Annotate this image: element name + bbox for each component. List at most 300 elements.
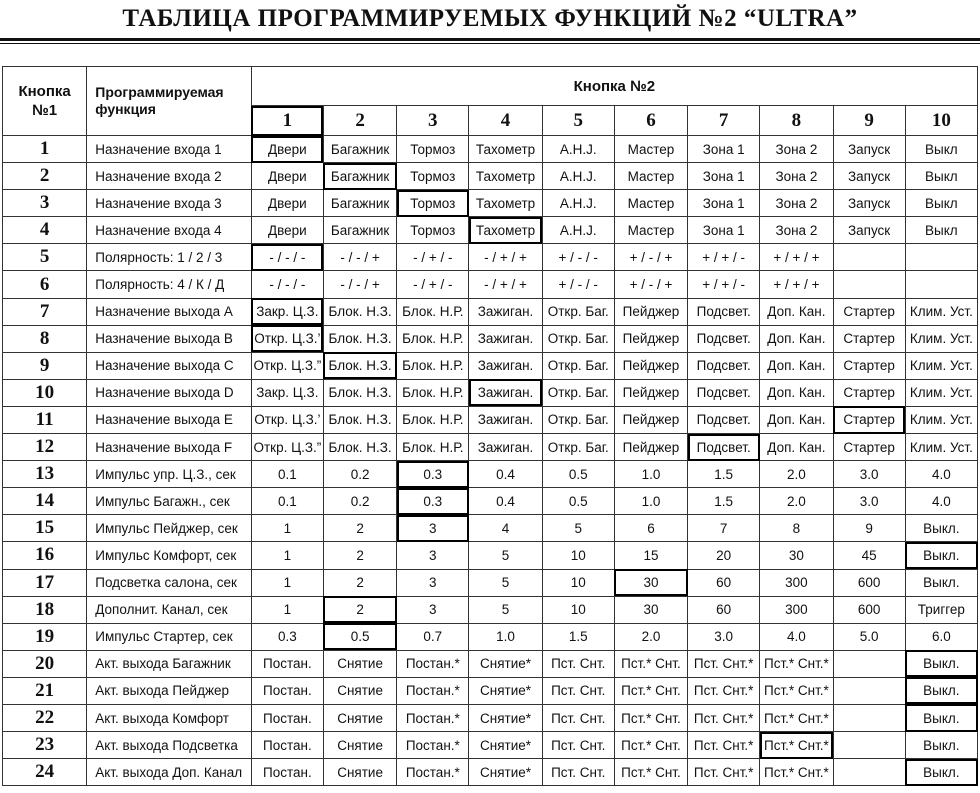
table-row — [3, 542, 978, 569]
value-cell: + / + / + — [760, 271, 833, 298]
value-cell: 5 — [542, 515, 614, 542]
function-name: Назначение выхода А — [87, 298, 252, 325]
value-cell: Тахометр — [469, 190, 542, 217]
value-cell: Откр. Баг. — [542, 406, 614, 433]
function-name: Импульс Багажн., сек — [87, 488, 252, 515]
value-cell: 4.0 — [905, 461, 977, 488]
value-cell: Снятие — [323, 677, 396, 704]
value-cell: Откр. Ц.З.’ — [251, 406, 323, 433]
function-name: Импульс Пейджер, сек — [87, 515, 252, 542]
value-cell: Постан.* — [397, 759, 469, 786]
value-cell: Подсвет. — [688, 379, 760, 406]
value-cell — [833, 677, 905, 704]
value-cell: Снятие* — [469, 650, 542, 677]
value-cell: Мастер — [614, 136, 687, 163]
value-cell: 6.0 — [905, 623, 977, 650]
value-cell: Пейджер — [614, 379, 687, 406]
value-cell: 5 — [469, 596, 542, 623]
value-cell: A.H.J. — [542, 190, 614, 217]
value-cell: Пст. Снт.* — [688, 759, 760, 786]
value-cell: 1 — [251, 515, 323, 542]
value-cell: Зона 1 — [688, 190, 760, 217]
value-cell: Пейджер — [614, 298, 687, 325]
value-cell: Пст. Снт.* — [688, 650, 760, 677]
value-cell: Блок. Н.Р. — [397, 434, 469, 461]
value-cell: Подсвет. — [688, 298, 760, 325]
value-cell: Стартер — [833, 352, 905, 379]
default-value-cell: Зажиган. — [469, 379, 542, 406]
value-cell: 1.5 — [688, 488, 760, 515]
row-number: 1 — [3, 136, 87, 163]
value-cell: 600 — [833, 596, 905, 623]
value-cell: Запуск — [833, 163, 905, 190]
value-cell: Пейджер — [614, 434, 687, 461]
function-name: Назначение выхода D — [87, 379, 252, 406]
default-value-cell: 0.3 — [397, 488, 469, 515]
default-value-cell: Выкл. — [905, 677, 977, 704]
value-cell: Закр. Ц.З. — [251, 379, 323, 406]
value-cell: 2.0 — [760, 461, 833, 488]
value-cell: Пст. Снт. — [542, 650, 614, 677]
default-value-cell: Выкл. — [905, 759, 977, 786]
row-number: 4 — [3, 217, 87, 244]
value-cell: Снятие — [323, 732, 396, 759]
value-cell: Блок. Н.З. — [323, 298, 396, 325]
value-cell: Откр. Ц.З.” — [251, 352, 323, 379]
value-cell: A.H.J. — [542, 217, 614, 244]
value-cell: Багажник — [323, 136, 396, 163]
value-cell: Подсвет. — [688, 325, 760, 352]
table-row — [3, 136, 978, 163]
default-value-cell: 2 — [323, 596, 396, 623]
value-cell: Зажиган. — [469, 406, 542, 433]
value-cell — [833, 732, 905, 759]
value-cell: Зона 2 — [760, 217, 833, 244]
value-cell: 1 — [251, 596, 323, 623]
function-name: Акт. выхода Багажник — [87, 650, 252, 677]
function-name: Дополнит. Канал, сек — [87, 596, 252, 623]
value-cell: Доп. Кан. — [760, 298, 833, 325]
row-number: 21 — [3, 677, 87, 704]
value-cell — [905, 244, 977, 271]
value-cell: Постан.* — [397, 704, 469, 731]
value-cell: Пейджер — [614, 406, 687, 433]
value-cell: 0.1 — [251, 461, 323, 488]
function-header — [87, 67, 252, 136]
value-cell: 30 — [614, 596, 687, 623]
value-cell: A.H.J. — [542, 163, 614, 190]
title-rule-thin — [0, 43, 980, 44]
value-cell: 1.0 — [614, 461, 687, 488]
value-cell: Пст.* Снт. — [614, 732, 687, 759]
value-cell: - / + / - — [397, 271, 469, 298]
value-cell: Откр. Баг. — [542, 325, 614, 352]
value-cell: 0.3 — [251, 623, 323, 650]
value-cell: Подсвет. — [688, 352, 760, 379]
value-cell: Двери — [251, 190, 323, 217]
row-number: 18 — [3, 596, 87, 623]
value-cell: 300 — [760, 596, 833, 623]
value-cell: Доп. Кан. — [760, 406, 833, 433]
row-number: 7 — [3, 298, 87, 325]
function-header-line1: Программируемая — [95, 84, 224, 100]
functions-table — [2, 66, 978, 786]
row-number: 11 — [3, 406, 87, 433]
value-cell: 300 — [760, 569, 833, 596]
value-cell: Мастер — [614, 163, 687, 190]
value-cell: Блок. Н.Р. — [397, 352, 469, 379]
value-cell: 60 — [688, 596, 760, 623]
default-value-cell: Выкл. — [905, 650, 977, 677]
default-value-cell: 0.5 — [323, 623, 396, 650]
value-cell: Зажиган. — [469, 352, 542, 379]
value-cell: Пст.* Снт.* — [760, 650, 833, 677]
row-number: 5 — [3, 244, 87, 271]
value-cell: Пст.* Снт. — [614, 759, 687, 786]
function-name: Акт. выхода Пейджер — [87, 677, 252, 704]
value-cell: - / + / + — [469, 244, 542, 271]
table-row — [3, 569, 978, 596]
value-cell: Стартер — [833, 379, 905, 406]
value-cell: Откр. Баг. — [542, 379, 614, 406]
value-cell: Постан. — [251, 759, 323, 786]
table-row — [3, 163, 978, 190]
value-cell: 0.2 — [323, 461, 396, 488]
value-cell: 20 — [688, 542, 760, 569]
value-cell: - / - / + — [323, 244, 396, 271]
table-row — [3, 650, 978, 677]
value-cell: Зона 2 — [760, 136, 833, 163]
value-cell: 1.0 — [469, 623, 542, 650]
value-cell: Пст. Снт. — [542, 759, 614, 786]
value-cell: Снятие — [323, 759, 396, 786]
value-cell: 3.0 — [833, 488, 905, 515]
table-row — [3, 623, 978, 650]
value-cell: Багажник — [323, 217, 396, 244]
value-cell: Тормоз — [397, 163, 469, 190]
value-cell: + / - / - — [542, 271, 614, 298]
value-cell: Стартер — [833, 325, 905, 352]
value-cell: Постан. — [251, 677, 323, 704]
value-cell: Доп. Кан. — [760, 325, 833, 352]
button1-header-line2: №1 — [32, 102, 58, 119]
value-cell: Постан.* — [397, 650, 469, 677]
value-cell: 45 — [833, 542, 905, 569]
value-cell: Запуск — [833, 217, 905, 244]
value-cell: + / - / + — [614, 244, 687, 271]
value-cell: Доп. Кан. — [760, 352, 833, 379]
value-cell: 2 — [323, 569, 396, 596]
value-cell: 1 — [251, 542, 323, 569]
default-value-cell: 3 — [397, 515, 469, 542]
column-number: 9 — [833, 106, 905, 136]
value-cell: 4 — [469, 515, 542, 542]
value-cell: Мастер — [614, 190, 687, 217]
value-cell: 600 — [833, 569, 905, 596]
table-row — [3, 596, 978, 623]
row-number: 10 — [3, 379, 87, 406]
value-cell: Зона 1 — [688, 217, 760, 244]
value-cell: - / - / - — [251, 271, 323, 298]
default-value-cell: Стартер — [833, 406, 905, 433]
default-value-cell: Выкл. — [905, 704, 977, 731]
column-number: 2 — [323, 106, 396, 136]
value-cell: Блок. Н.З. — [323, 379, 396, 406]
value-cell: Зона 2 — [760, 163, 833, 190]
table-row — [3, 704, 978, 731]
default-value-cell: Пст.* Снт.* — [760, 732, 833, 759]
table-row — [3, 759, 978, 786]
value-cell: 3.0 — [833, 461, 905, 488]
default-value-cell: Подсвет. — [688, 434, 760, 461]
default-value-cell: Выкл. — [905, 542, 977, 569]
value-cell — [833, 759, 905, 786]
value-cell: Триггер — [905, 596, 977, 623]
value-cell: + / - / - — [542, 244, 614, 271]
value-cell: Пст.* Снт.* — [760, 704, 833, 731]
function-name: Назначение входа 4 — [87, 217, 252, 244]
value-cell: 2 — [323, 542, 396, 569]
value-cell: 0.7 — [397, 623, 469, 650]
value-cell: Выкл. — [905, 732, 977, 759]
table-row — [3, 244, 978, 271]
row-number: 8 — [3, 325, 87, 352]
value-cell: Снятие* — [469, 704, 542, 731]
value-cell: 0.2 — [323, 488, 396, 515]
value-cell: Клим. Уст. — [905, 434, 977, 461]
row-number: 12 — [3, 434, 87, 461]
value-cell: Стартер — [833, 298, 905, 325]
value-cell: 0.5 — [542, 461, 614, 488]
value-cell: Выкл — [905, 163, 977, 190]
value-cell: Постан. — [251, 704, 323, 731]
value-cell: Откр. Баг. — [542, 434, 614, 461]
value-cell: Снятие — [323, 704, 396, 731]
value-cell: A.H.J. — [542, 136, 614, 163]
value-cell: Мастер — [614, 217, 687, 244]
value-cell: Пст.* Снт.* — [760, 759, 833, 786]
value-cell: 2.0 — [760, 488, 833, 515]
value-cell: Пст.* Снт.* — [760, 677, 833, 704]
table-row — [3, 461, 978, 488]
function-name: Назначение входа 1 — [87, 136, 252, 163]
value-cell: Клим. Уст. — [905, 406, 977, 433]
value-cell: 4.0 — [760, 623, 833, 650]
table-row — [3, 190, 978, 217]
value-cell: 0.4 — [469, 488, 542, 515]
value-cell: 10 — [542, 569, 614, 596]
value-cell: Подсвет. — [688, 406, 760, 433]
function-name: Полярность: 1 / 2 / 3 — [87, 244, 252, 271]
value-cell: 3 — [397, 569, 469, 596]
default-value-cell: - / - / - — [251, 244, 323, 271]
value-cell: + / + / - — [688, 244, 760, 271]
value-cell: Выкл — [905, 136, 977, 163]
value-cell — [833, 704, 905, 731]
value-cell: Откр. Баг. — [542, 298, 614, 325]
function-name: Акт. выхода Комфорт — [87, 704, 252, 731]
value-cell: Пст. Снт.* — [688, 677, 760, 704]
value-cell: Блок. Н.Р. — [397, 298, 469, 325]
value-cell: Выкл — [905, 217, 977, 244]
value-cell: Тормоз — [397, 136, 469, 163]
value-cell: 30 — [760, 542, 833, 569]
value-cell: Клим. Уст. — [905, 298, 977, 325]
table-row — [3, 434, 978, 461]
value-cell: 2.0 — [614, 623, 687, 650]
value-cell: 0.5 — [542, 488, 614, 515]
row-number: 19 — [3, 623, 87, 650]
value-cell: Пст. Снт. — [542, 677, 614, 704]
value-cell: - / - / + — [323, 271, 396, 298]
function-header-line2: функция — [95, 101, 156, 117]
table-row — [3, 488, 978, 515]
function-name: Назначение выхода Е — [87, 406, 252, 433]
default-value-cell: 0.3 — [397, 461, 469, 488]
value-cell: Зажиган. — [469, 325, 542, 352]
value-cell — [833, 271, 905, 298]
value-cell: Снятие* — [469, 677, 542, 704]
default-value-cell: Откр. Ц.З.’ — [251, 325, 323, 352]
row-number: 3 — [3, 190, 87, 217]
column-number: 10 — [905, 106, 977, 136]
value-cell: Снятие — [323, 650, 396, 677]
function-name: Импульс Стартер, сек — [87, 623, 252, 650]
value-cell: + / + / - — [688, 271, 760, 298]
default-value-cell: Багажник — [323, 163, 396, 190]
value-cell: 8 — [760, 515, 833, 542]
value-cell: 3 — [397, 596, 469, 623]
function-name: Импульс упр. Ц.З., сек — [87, 461, 252, 488]
column-number: 3 — [397, 106, 469, 136]
table-row — [3, 298, 978, 325]
column-number: 1 — [251, 106, 323, 136]
default-value-cell: Блок. Н.З. — [323, 352, 396, 379]
row-number: 13 — [3, 461, 87, 488]
table-row — [3, 406, 978, 433]
column-number: 8 — [760, 106, 833, 136]
value-cell: Доп. Кан. — [760, 434, 833, 461]
table-body — [3, 136, 978, 786]
function-name: Подсветка салона, сек — [87, 569, 252, 596]
function-name: Назначение выхода С — [87, 352, 252, 379]
row-number: 14 — [3, 488, 87, 515]
value-cell: Двери — [251, 217, 323, 244]
value-cell: Пст.* Снт. — [614, 650, 687, 677]
value-cell: Пейджер — [614, 352, 687, 379]
value-cell: 5 — [469, 569, 542, 596]
value-cell: Постан. — [251, 650, 323, 677]
value-cell: Тахометр — [469, 136, 542, 163]
value-cell: + / + / + — [760, 244, 833, 271]
value-cell: Клим. Уст. — [905, 352, 977, 379]
value-cell: 7 — [688, 515, 760, 542]
row-number: 9 — [3, 352, 87, 379]
value-cell: Блок. Н.З. — [323, 434, 396, 461]
row-number: 22 — [3, 704, 87, 731]
value-cell: Зона 1 — [688, 136, 760, 163]
default-value-cell: Двери — [251, 136, 323, 163]
default-value-cell: 30 — [614, 569, 687, 596]
default-value-cell: Тахометр — [469, 217, 542, 244]
value-cell: Снятие* — [469, 759, 542, 786]
value-cell: Тормоз — [397, 217, 469, 244]
value-cell — [833, 244, 905, 271]
value-cell: 5 — [469, 542, 542, 569]
value-cell: Пст. Снт. — [542, 732, 614, 759]
function-name: Назначение входа 3 — [87, 190, 252, 217]
value-cell: Запуск — [833, 190, 905, 217]
value-cell: 0.1 — [251, 488, 323, 515]
table-row — [3, 325, 978, 352]
value-cell: 1.5 — [688, 461, 760, 488]
value-cell: Пст.* Снт. — [614, 677, 687, 704]
value-cell: 15 — [614, 542, 687, 569]
table-row — [3, 515, 978, 542]
value-cell: Клим. Уст. — [905, 379, 977, 406]
value-cell: Блок. Н.Р. — [397, 325, 469, 352]
value-cell: Двери — [251, 163, 323, 190]
function-name: Назначение выхода В — [87, 325, 252, 352]
function-name: Импульс Комфорт, сек — [87, 542, 252, 569]
table-row — [3, 352, 978, 379]
row-number: 15 — [3, 515, 87, 542]
value-cell: 2 — [323, 515, 396, 542]
function-name: Назначение выхода F — [87, 434, 252, 461]
value-cell: Пст. Снт.* — [688, 732, 760, 759]
column-number: 5 — [542, 106, 614, 136]
column-number: 6 — [614, 106, 687, 136]
value-cell: Доп. Кан. — [760, 379, 833, 406]
row-number: 2 — [3, 163, 87, 190]
value-cell: Пейджер — [614, 325, 687, 352]
row-number: 23 — [3, 732, 87, 759]
value-cell: Постан.* — [397, 732, 469, 759]
value-cell: Зона 1 — [688, 163, 760, 190]
title-rule-thick — [0, 38, 980, 41]
value-cell: Зажиган. — [469, 298, 542, 325]
value-cell: 6 — [614, 515, 687, 542]
value-cell: Снятие* — [469, 732, 542, 759]
value-cell: Постан. — [251, 732, 323, 759]
value-cell: Откр. Баг. — [542, 352, 614, 379]
table-row — [3, 217, 978, 244]
value-cell: Пст.* Снт. — [614, 704, 687, 731]
value-cell: Стартер — [833, 434, 905, 461]
column-number: 7 — [688, 106, 760, 136]
table-row — [3, 732, 978, 759]
table-row — [3, 677, 978, 704]
value-cell: Выкл — [905, 190, 977, 217]
value-cell: Зона 2 — [760, 190, 833, 217]
row-number: 20 — [3, 650, 87, 677]
value-cell: Пст. Снт.* — [688, 704, 760, 731]
value-cell: 4.0 — [905, 488, 977, 515]
value-cell: Откр. Ц.З.” — [251, 434, 323, 461]
value-cell: 0.4 — [469, 461, 542, 488]
value-cell: Тахометр — [469, 163, 542, 190]
table-row — [3, 271, 978, 298]
value-cell: Багажник — [323, 190, 396, 217]
value-cell: Пст. Снт. — [542, 704, 614, 731]
default-value-cell: Тормоз — [397, 190, 469, 217]
function-name: Назначение входа 2 — [87, 163, 252, 190]
value-cell: Постан.* — [397, 677, 469, 704]
value-cell: Зажиган. — [469, 434, 542, 461]
value-cell: Блок. Н.Р. — [397, 379, 469, 406]
value-cell: + / - / + — [614, 271, 687, 298]
value-cell: 3 — [397, 542, 469, 569]
